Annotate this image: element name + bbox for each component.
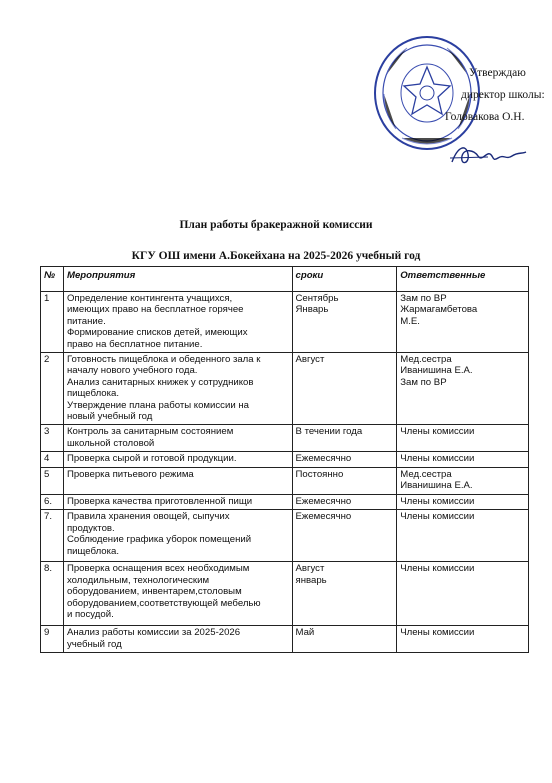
cell-term [292,494,397,509]
cell-event-line: имеющих право на бесплатное горячее [66,304,244,316]
cell-number: 5 [41,467,64,494]
table-row [41,452,529,467]
cell-event-line: Анализ работы комиссии за 2025-2026 [66,627,241,639]
cell-event [63,562,292,626]
cell-term [292,626,397,653]
cell-number: 3 [41,425,64,452]
table-row [41,292,529,353]
cell-event-line: и посудой. [66,608,114,620]
cell-responsible [397,425,529,452]
cell-event-line: учебный год [66,638,122,650]
cell-event-line: началу нового учебного года. [66,365,198,377]
cell-event-line: Проверка сырой и готовой продукции. [66,453,237,465]
cell-event-line: Определение контингента учащихся, [66,293,233,304]
approval-position: директор школы: [461,89,545,101]
document-title: План работы бракеражной комиссии [179,219,373,231]
cell-event-line: Готовность пищеблока и обеденного зала к [66,354,261,366]
table-row [41,353,529,425]
cell-term-line: В течении года [295,426,363,438]
cell-event [63,626,292,653]
cell-term [292,562,397,626]
cell-number: 9 [41,626,64,653]
table-body [41,292,529,653]
document-subtitle: КГУ ОШ имени А.Бокейхана на 2025-2026 учебный год [131,250,421,262]
cell-event-line: Правила хранения овощей, сыпучих [66,511,230,523]
table-row [41,562,529,626]
cell-event-line: Анализ санитарных книжек у сотрудников [66,376,254,388]
cell-event-line: новый учебный год [66,411,153,423]
table-row [41,494,529,509]
plan-table [40,266,529,653]
cell-event [63,292,292,353]
cell-term [292,425,397,452]
cell-term [292,452,397,467]
cell-event-line: Соблюдение графика уборок помещений [66,534,252,546]
cell-event-line: Утверждение плана работы комиссии на [66,399,249,411]
cell-term-line: Май [295,627,315,639]
cell-number: 2 [41,353,64,425]
cell-responsible-line: Зам по ВР [400,293,447,304]
cell-event-line: продуктов. [66,522,115,534]
cell-responsible-line: Иванишина Е.А. [400,480,473,492]
cell-responsible [397,494,529,509]
cell-responsible-line: Члены комиссии [400,495,475,507]
cell-event-line: питание. [66,315,106,327]
cell-term-line: Сентябрь [295,293,339,304]
cell-term-line: Август [295,354,325,366]
cell-responsible-line: Мед.сестра [400,468,452,480]
cell-event-line: оборудованием,соответствующей мебелью [66,597,261,609]
table-row [41,626,529,653]
cell-responsible [397,353,529,425]
cell-term-line: Январь [295,304,329,316]
approval-block [445,62,545,128]
cell-event [63,467,292,494]
cell-event-line: Формирование списков детей, имеющих [66,327,248,339]
cell-term [292,510,397,562]
cell-responsible [397,562,529,626]
table-header-row [41,267,529,292]
cell-event [63,353,292,425]
cell-event-line: оборудованием, инвентарем,столовым [66,586,242,598]
cell-number: 8. [41,562,64,626]
approval-name: Головакова О.Н. [445,111,525,123]
cell-event-line: право на бесплатное питание. [66,338,203,350]
cell-term-line: Ежемесячно [295,495,352,507]
cell-responsible-line: Жармагамбетова [400,304,478,316]
cell-event-line: Контроль за санитарным состоянием [66,426,234,438]
cell-responsible [397,292,529,353]
table-row [41,467,529,494]
cell-responsible [397,467,529,494]
cell-event-line: Проверка качества приготовленной пищи [66,495,253,507]
cell-event-line: холодильным, технологическим [66,574,210,586]
cell-event-line: школьной столовой [66,437,155,449]
header-term: сроки [292,267,397,292]
cell-responsible-line: М.Е. [400,315,420,327]
cell-term-line: Август [295,563,325,575]
cell-term-line: Постоянно [295,468,344,480]
cell-number: 1 [41,292,64,353]
cell-responsible [397,626,529,653]
table-row [41,425,529,452]
cell-responsible-line: Иванишина Е.А. [400,365,473,377]
cell-event [63,425,292,452]
cell-responsible-line: Зам по ВР [400,376,447,388]
cell-responsible-line: Члены комиссии [400,426,475,438]
cell-number: 7. [41,510,64,562]
cell-term [292,292,397,353]
approval-heading: Утверждаю [469,67,526,79]
cell-number: 6. [41,494,64,509]
cell-term-line: Ежемесячно [295,453,352,465]
cell-event [63,510,292,562]
cell-event-line: Проверка оснащения всех необходимым [66,563,250,575]
cell-responsible [397,510,529,562]
header-event: Мероприятия [63,267,292,292]
cell-event [63,494,292,509]
cell-event-line: пищеблока. [66,388,120,400]
cell-event [63,452,292,467]
cell-responsible-line: Члены комиссии [400,627,475,639]
cell-term [292,353,397,425]
cell-term-line: январь [295,574,327,586]
header-number: № [41,267,64,292]
cell-responsible-line: Члены комиссии [400,511,475,523]
cell-responsible-line: Члены комиссии [400,563,475,575]
cell-term-line: Ежемесячно [295,511,352,523]
cell-event-line: Проверка питьевого режима [66,468,194,480]
cell-responsible-line: Члены комиссии [400,453,475,465]
cell-term [292,467,397,494]
handwritten-signature [448,140,528,168]
header-responsible: Ответственные [397,267,529,292]
cell-responsible [397,452,529,467]
cell-number: 4 [41,452,64,467]
cell-event-line: пищеблока. [66,545,120,557]
table-row [41,510,529,562]
cell-responsible-line: Мед.сестра [400,354,452,366]
